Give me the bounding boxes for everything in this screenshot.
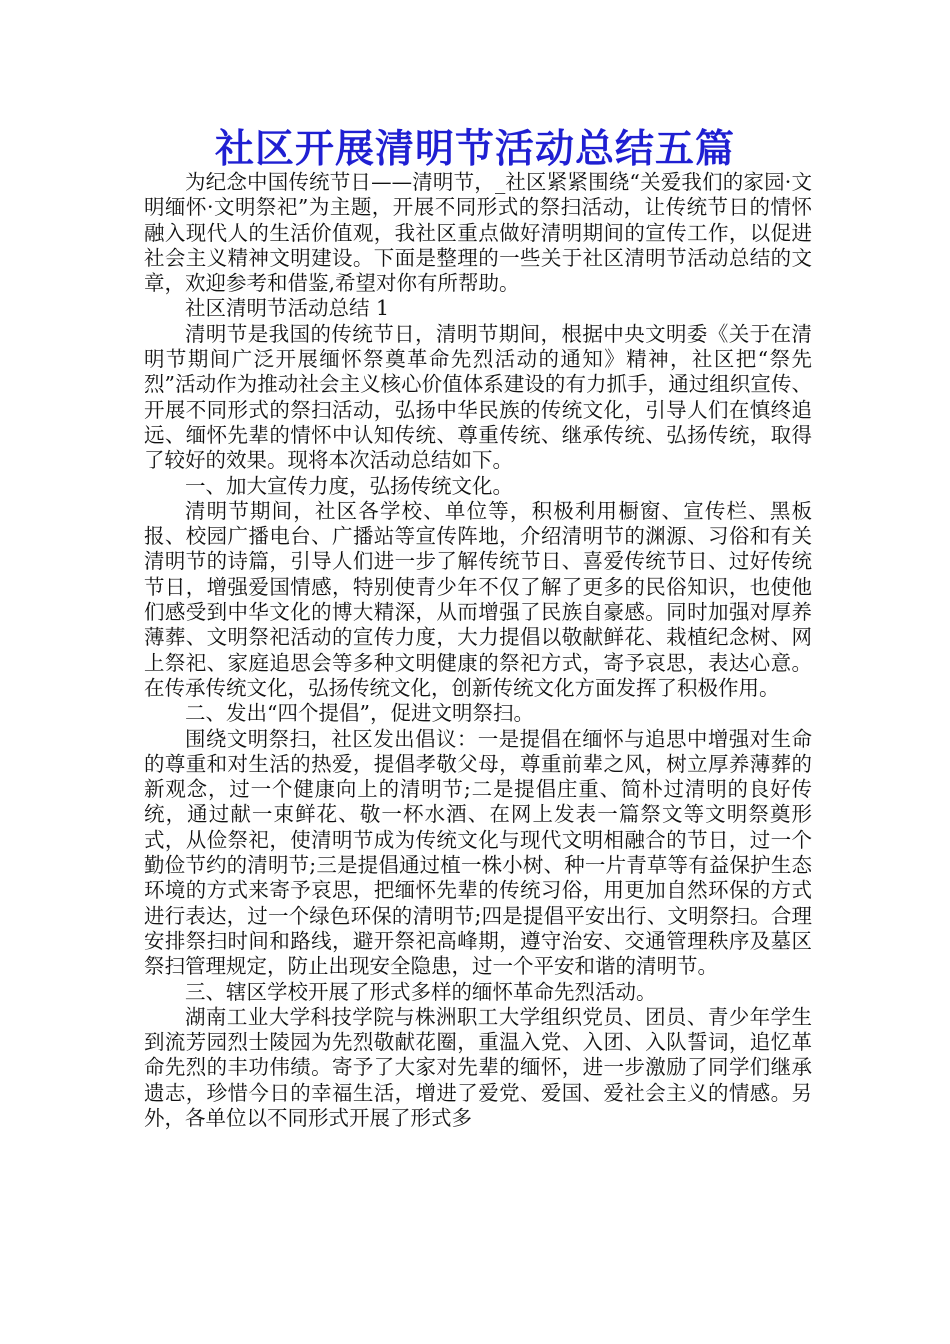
body-paragraph: 清明节期间，社区各学校、单位等，积极利用橱窗、宣传栏、黑板报、校园广播电台、广播站等宣传阵地，介绍清明节的渊源、习俗和有关清明节的诗篇，引导人们进一步了解传统节日、喜爱传统节日、过好传统节日，增强爱国情感，特别使青少年不仅了解了更多的民俗知识，也使他们感受到中华文化的博大精深，从而增强了民族自豪感。同时加强对厚养薄葬、文明祭祀活动的宣传力度，大力提倡以敬献鲜花、栽植纪念树、网上祭祀、家庭追思会等多种文明健康的祭祀方式，寄予哀思，表达心意。在传承传统文化，弘扬传统文化，创新传统文化方面发挥了积极作用。 [144,498,812,700]
document-title: 社区开展清明节活动总结五篇 [214,126,735,172]
section-heading-four-advocacies: 二、发出“四个提倡”，促进文明祭扫。 [185,701,534,726]
body-paragraph: 清明节是我国的传统节日，清明节期间，根据中央文明委《关于在清明节期间广泛开展缅怀祭奠革命先烈活动的通知》精神，社区把“祭先烈”活动作为推动社会主义核心价值体系建设的有力抓手，通过组织宣传、开展不同形式的祭扫活动，弘扬中华民族的传统文化，引导人们在慎终追远、缅怀先辈的情怀中认知传统、尊重传统、继承传统、弘扬传统，取得了较好的效果。现将本次活动总结如下。 [144,321,812,473]
section-heading-summary-1: 社区清明节活动总结 1 [185,296,390,321]
body-paragraph: 湖南工业大学科技学院与株洲职工大学组织党员、团员、青少年学生到流芳园烈士陵园为先烈敬献花圈，重温入党、入团、入队誓词，追忆革命先烈的丰功伟绩。寄予了大家对先辈的缅怀，进一步激励了同学们继承遗志，珍惜今日的幸福生活，增进了爱党、爱国、爱社会主义的情感。另外，各单位以不同形式开展了形式多 [144,1004,812,1130]
body-paragraph: 围绕文明祭扫，社区发出倡议：一是提倡在缅怀与追思中增强对生命的尊重和对生活的热爱，提倡孝敬父母，尊重前辈之风，树立厚养薄葬的新观念，过一个健康向上的清明节;二是提倡庄重、简朴过清明的良好传统，通过献一束鲜花、敬一杯水酒、在网上发表一篇祭文等文明祭奠形式，从俭祭祀，使清明节成为传统文化与现代文明相融合的节日，过一个勤俭节约的清明节;三是提倡通过植一株小树、种一片青草等有益保护生态环境的方式来寄予哀思，把缅怀先辈的传统习俗，用更加自然环保的方式进行表达，过一个绿色环保的清明节;四是提倡平安出行、文明祭扫。合理安排祭扫时间和路线，避开祭祀高峰期，遵守治安、交通管理秩序及墓区祭扫管理规定，防止出现安全隐患，过一个平安和谐的清明节。 [144,726,812,979]
document-body [144,170,812,1131]
section-heading-school-activities: 三、辖区学校开展了形式多样的缅怀革命先烈活动。 [185,979,657,1004]
intro-paragraph: 为纪念中国传统节日——清明节，_社区紧紧围绕“关爱我们的家园·文明缅怀·文明祭祀”为主题，开展不同形式的祭扫活动，让传统节日的情怀融入现代人的生活价值观，我社区重点做好清明期间的宣传工作，以促进社会主义精神文明建设。下面是整理的一些关于社区清明节活动总结的文章，欢迎参考和借鉴,希望对你有所帮助。 [144,170,812,296]
section-heading-publicity: 一、加大宣传力度，弘扬传统文化。 [185,473,513,498]
